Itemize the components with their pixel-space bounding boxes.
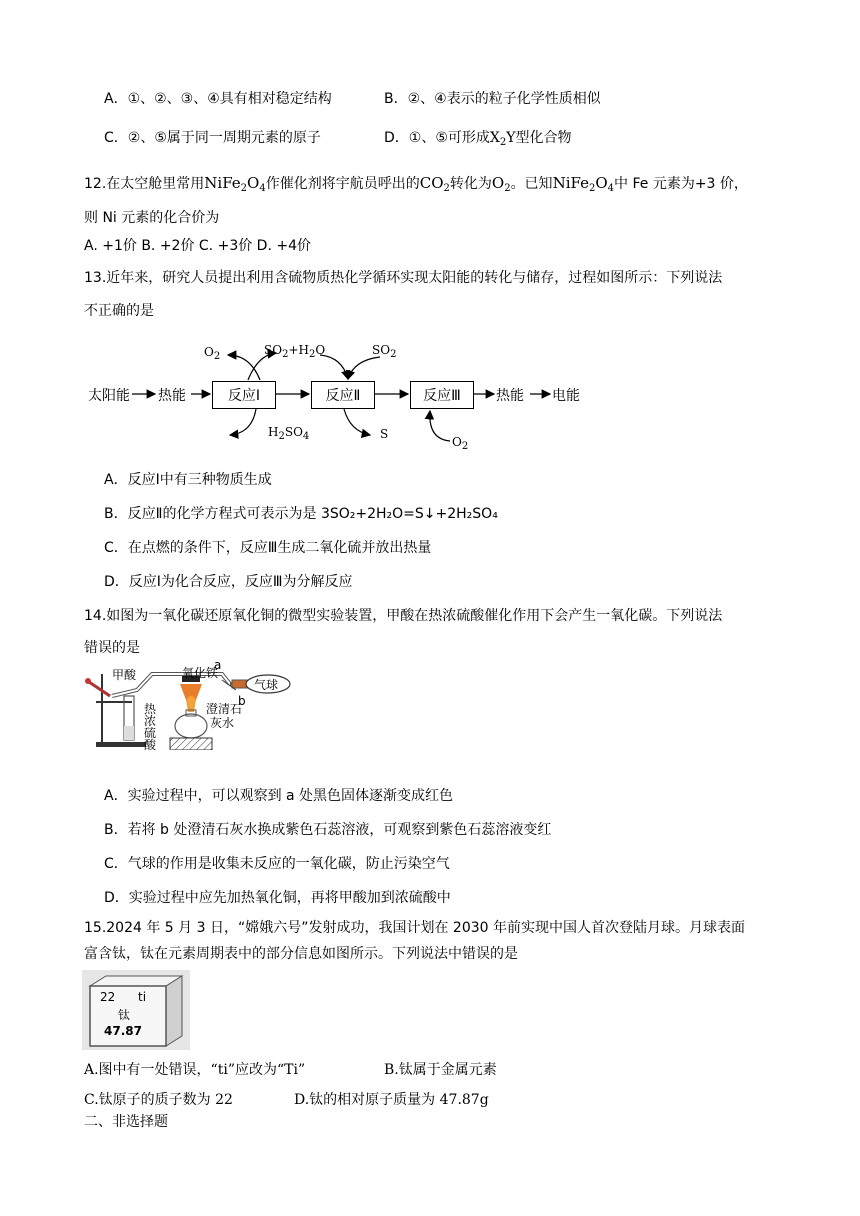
q14-stem: 14.如图为一氧化碳还原氧化铜的微型实验装置，甲酸在热浓硫酸催化作用下会产生一氧化碳。下列说法	[84, 608, 723, 624]
section-heading: 二、非选择题	[84, 1114, 168, 1130]
cell-atomic-mass: 47.87	[104, 1024, 142, 1038]
q14-option-c: C．气球的作用是收集未反应的一氧化碳，防止污染空气	[104, 856, 450, 872]
q14-option-a: A．实验过程中，可以观察到 a 处黑色固体逐渐变成红色	[104, 788, 454, 804]
q15-stem: 15.2024 年 5 月 3 日，“嫦娥六号”发射成功，我国计划在 2030 年前实现中国人首次登陆月球。月球表面	[84, 920, 745, 936]
label-s: S	[380, 427, 389, 441]
label-limewater-2: 灰水	[210, 716, 235, 730]
cell-element-name: 钛	[118, 1008, 131, 1022]
label-a: a	[214, 658, 222, 672]
q15-option-b: B.钛属于金属元素	[384, 1062, 497, 1078]
q11-option-c: C．②、⑤属于同一周期元素的原子	[104, 130, 321, 146]
q13-stem-line2: 不正确的是	[84, 303, 154, 319]
sulfur-cycle-diagram	[80, 335, 600, 455]
q13-option-a: A．反应Ⅰ中有三种物质生成	[104, 472, 272, 488]
q15-option-d: D.钛的相对原子质量为 47.87g	[294, 1092, 489, 1108]
label-solar-energy: 太阳能	[88, 388, 130, 404]
label-h2so4: $H_2SO_4$	[268, 425, 310, 442]
q12-options: A. +1价 B. +2价 C. +3价 D. +4价	[84, 238, 311, 254]
label-o2-top: $O_2$	[204, 345, 221, 362]
label-iron-oxide: 氧化铁	[182, 666, 219, 680]
q15-option-c: C.钛原子的质子数为 22	[84, 1092, 233, 1108]
q13-option-c: C．在点燃的条件下，反应Ⅲ生成二氧化硫并放出热量	[104, 540, 432, 556]
label-b: b	[238, 694, 246, 708]
q11-option-b: B．②、④表示的粒子化学性质相似	[384, 91, 601, 107]
label-formic-acid: 甲酸	[112, 668, 137, 682]
q14-stem-line2: 错误的是	[84, 640, 140, 656]
cell-symbol: ti	[138, 990, 147, 1004]
q11-option-a: A．①、②、③、④具有相对稳定结构	[104, 91, 332, 107]
box-reaction-2: 反应Ⅱ	[311, 381, 375, 409]
label-so2-top: $SO_2$	[372, 343, 397, 360]
label-hot-acid-4: 酸	[144, 738, 157, 752]
q13-option-b: B．反应Ⅱ的化学方程式可表示为是 3SO₂+2H₂O=S↓+2H₂SO₄	[104, 506, 498, 522]
q13-option-d: D．反应Ⅰ为化合反应，反应Ⅲ为分解反应	[104, 574, 353, 590]
label-limewater-1: 澄清石	[206, 702, 243, 716]
q13-stem: 13.近年来，研究人员提出利用含硫物质热化学循环实现太阳能的转化与储存，过程如图所示：下列说法	[84, 270, 723, 286]
q15-option-a: A.图中有一处错误，“ti”应改为“Ti”	[84, 1062, 306, 1078]
box-reaction-3: 反应Ⅲ	[410, 381, 474, 409]
label-heat-energy-2: 热能	[496, 388, 524, 404]
label-balloon: 气球	[254, 678, 279, 692]
q14-option-b: B．若将 b 处澄清石灰水换成紫色石蕊溶液，可观察到紫色石蕊溶液变红	[104, 822, 552, 838]
q11-option-d: D．①、⑤可形成$X_2Y$型化合物	[384, 130, 572, 148]
label-hot-acid-2: 浓	[144, 714, 157, 728]
label-so2-h2o: $SO_2+H_2O$	[264, 343, 326, 360]
q12-stem-line2: 则 Ni 元素的化合价为	[84, 210, 220, 226]
co-reduction-apparatus-figure	[82, 658, 332, 752]
label-o2-bottom: $O_2$	[452, 435, 469, 452]
q14-option-d: D．实验过程中应先加热氧化铜，再将甲酸加到浓硫酸中	[104, 890, 451, 906]
q12-stem: 12.在太空舱里常用$NiFe_2O_4$作催化剂将宇航员呼出的$CO_2$转化为$O_2$。已知$NiFe_2O_4$中 Fe 元素为+3 价，	[84, 174, 748, 194]
titanium-periodic-cell	[82, 970, 190, 1050]
q15-stem-line2: 富含钛，钛在元素周期表中的部分信息如图所示。下列说法中错误的是	[84, 946, 518, 962]
label-hot-acid-1: 热	[144, 702, 157, 716]
cell-box-drawing	[82, 970, 190, 1050]
box-reaction-1: 反应Ⅰ	[212, 381, 276, 409]
label-heat-energy-1: 热能	[158, 388, 186, 404]
cell-atomic-number: 22	[100, 990, 116, 1004]
label-hot-acid-3: 硫	[144, 726, 157, 740]
label-electric-energy: 电能	[552, 388, 580, 404]
